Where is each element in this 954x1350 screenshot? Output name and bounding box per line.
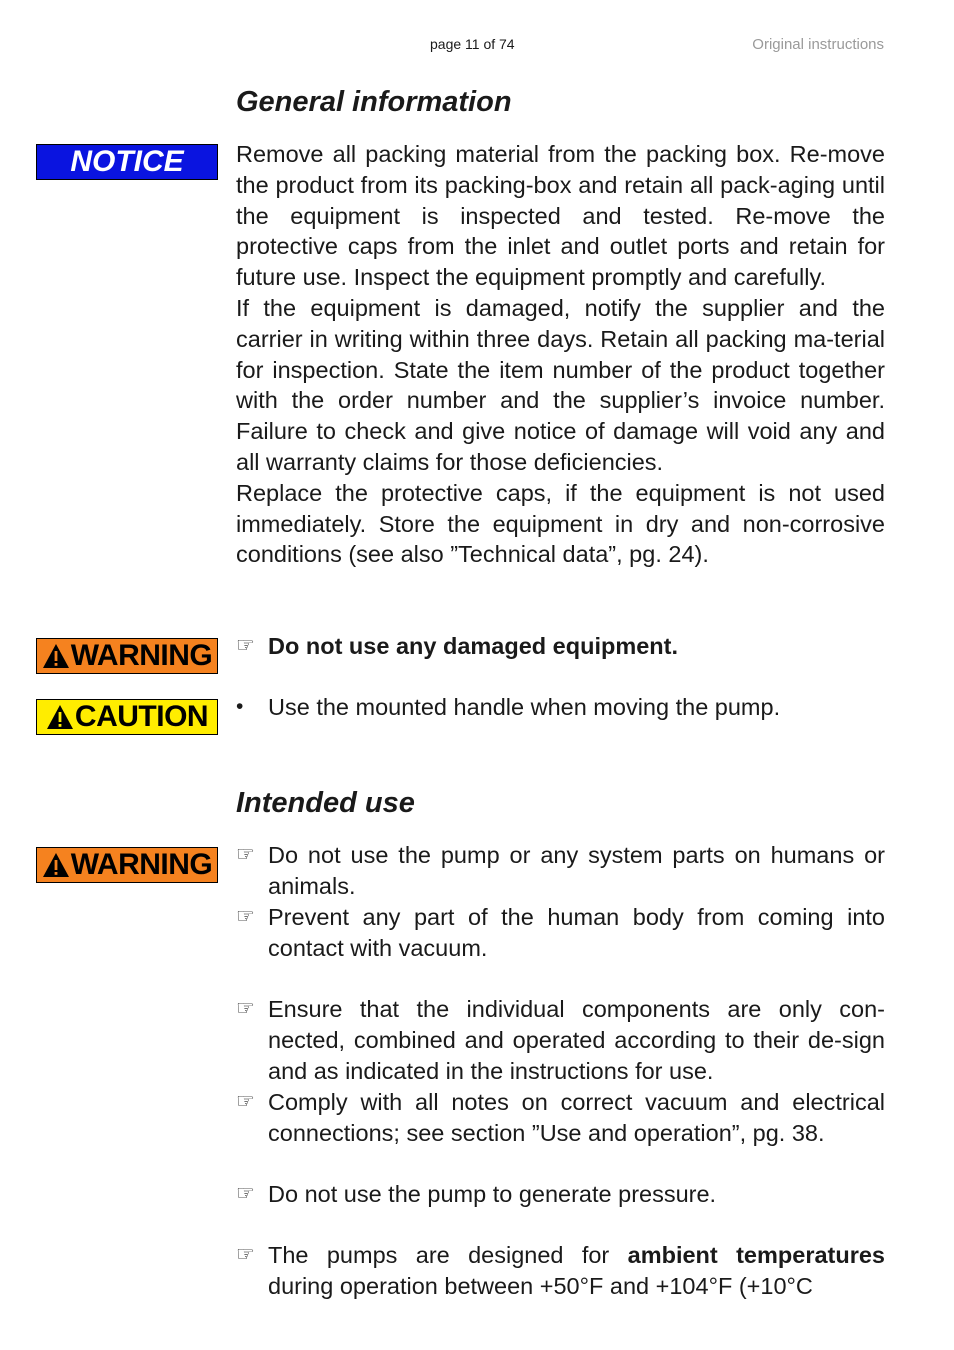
warning-triangle-icon [46,704,74,730]
pointing-hand-icon: ☞ [236,634,255,657]
warning-text: Do not use any damaged equipment. [268,633,678,659]
bullet-icon: • [236,695,244,718]
list-item [236,631,885,662]
list-item-text: Prevent any part of the human body from coming into contact with vacuum. [268,904,885,961]
list-item [236,994,885,1086]
list-item-text: Do not use the pump or any system parts on humans or animals. [268,842,885,899]
paragraph: Remove all packing material from the packing box. Re-move the product from its packing-box and retain all pack-aging until the equipment is inspected and tested. Re-move the protective caps from the inlet and outlet ports and retain for future use. Inspect the equipment promptly and carefully. [236,141,885,291]
caution-label: CAUTION [74,700,209,733]
paragraph: Replace the protective caps, if the equipment is not used immediately. Store the equipment in dry and non-corrosive conditions (see also ”Technical data”, pg. 24). [236,479,885,568]
pointing-hand-icon: ☞ [236,843,255,866]
warning-triangle-icon [42,852,70,878]
section-heading-general: General information [236,86,512,118]
warning-badge [36,638,218,674]
pointing-hand-icon: ☞ [236,1243,255,1266]
warning-label: WARNING [70,639,213,672]
document-type: Original instructions [752,36,884,53]
list-item [236,840,885,902]
pointing-hand-icon: ☞ [236,1090,255,1113]
list-item [236,692,885,723]
list-item-text: Ensure that the individual components are only con-nected, combined and operated according to their de-sign and as indicated in the instructions for use. [268,996,885,1084]
emphasis-text: ambient temperatures [627,1242,885,1268]
text-segment: during operation between +50°F and +104°F (+10°C [268,1272,813,1299]
warning-triangle-icon [42,643,70,669]
notice-badge [36,144,218,180]
page-number: page 11 of 74 [430,36,515,52]
list-item-text [268,1240,885,1302]
warning-badge [36,847,218,883]
notice-label: NOTICE [70,145,184,178]
pointing-hand-icon: ☞ [236,905,255,928]
list-item [236,1240,885,1302]
list-item [236,1179,885,1210]
general-info-text [236,139,885,570]
pointing-hand-icon: ☞ [236,997,255,1020]
warning-label: WARNING [70,848,213,881]
list-item-text: Do not use the pump to generate pressure. [268,1181,717,1207]
caution-badge [36,699,218,735]
paragraph: If the equipment is damaged, notify the supplier and the carrier in writing within three days. Retain all packing ma-terial for inspection. State the item number of the product together with the order number and the supplier’s invoice number. Failure to check and give notice of damage will void any and all warranty claims for those deficiencies. [236,294,885,475]
list-item [236,1087,885,1149]
list-item [236,902,885,964]
text-segment: The pumps are designed for [268,1242,610,1268]
list-item-text: Comply with all notes on correct vacuum and electrical connections; see section ”Use and operation”, pg. 38. [268,1089,885,1146]
caution-text: Use the mounted handle when moving the pump. [268,694,781,720]
pointing-hand-icon: ☞ [236,1182,255,1205]
section-heading-intended-use: Intended use [236,787,415,819]
